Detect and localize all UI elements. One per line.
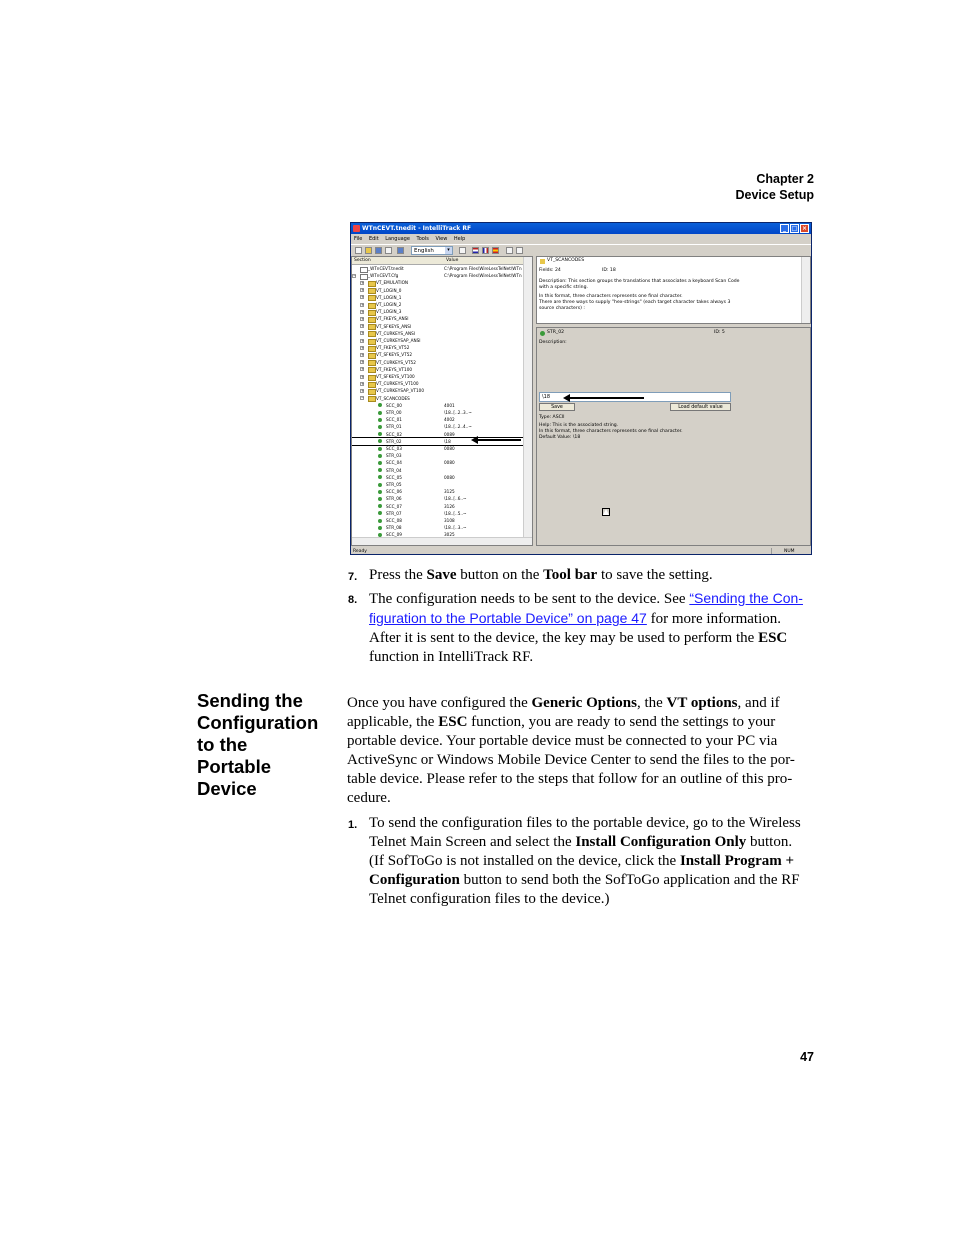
tree-row-value: C:\Program Files\WireLessTelNet\WTn: [444, 266, 522, 271]
tree-row[interactable]: [352, 308, 524, 315]
key-icon: [378, 468, 382, 472]
tree-row[interactable]: [352, 452, 524, 459]
key-icon: [378, 475, 382, 479]
tree-row[interactable]: [352, 503, 524, 510]
field-help: In this format, three characters represents one final character.: [539, 429, 683, 434]
save-button[interactable]: Save: [539, 403, 575, 411]
tree-row[interactable]: [352, 380, 524, 387]
tree-row-name: VT_CURKEYSAP_ANSI: [376, 338, 421, 343]
tree-row-name: VT_LOGIN_0: [376, 287, 402, 293]
heading-line: Device: [197, 778, 257, 799]
maximize-button[interactable]: □: [791, 225, 798, 232]
tree-row[interactable]: [352, 272, 524, 279]
field-editor-panel: [536, 327, 811, 546]
expand-toggle-icon[interactable]: +: [361, 345, 364, 350]
heading-line: Sending the: [197, 690, 303, 711]
load-default-button[interactable]: Load default value: [670, 403, 731, 411]
spanish-flag-icon[interactable]: [492, 247, 499, 254]
tree-row-name: _WTnCEVT.tnedit: [368, 266, 404, 271]
expand-toggle-icon[interactable]: +: [361, 352, 364, 357]
section-label: Device Setup: [735, 188, 814, 202]
tree-row[interactable]: [352, 510, 524, 517]
tree-row-name: STR_03: [386, 453, 402, 459]
tree-row[interactable]: [352, 315, 524, 322]
expand-toggle-icon[interactable]: +: [361, 388, 364, 393]
field-default: Default Value: \18: [539, 435, 581, 440]
text: table device. Please refer to the steps that follow for an outline of this pro-: [347, 771, 793, 787]
intro-paragraph: [347, 694, 817, 808]
expand-toggle-icon[interactable]: +: [361, 367, 364, 372]
tree-row-name: VT_SCANCODES: [376, 395, 410, 401]
print-icon[interactable]: [385, 247, 392, 254]
language-select[interactable]: [411, 246, 453, 255]
tree-row-name: VT_EMULATION: [376, 280, 409, 286]
text: Telnet configuration files to the device.): [369, 891, 610, 907]
key-icon: [378, 511, 382, 515]
tree-row[interactable]: [352, 359, 524, 366]
info-scrollbar[interactable]: [801, 257, 810, 323]
page-number: 47: [800, 1050, 814, 1064]
annotation-arrow: [569, 397, 644, 399]
tree-row-name: VT_CURKEYS_VT52: [376, 359, 416, 365]
key-icon: [378, 425, 382, 429]
tree-row-name: VT_FKEYS_VT100: [376, 366, 413, 372]
step-7-text: [369, 566, 819, 585]
tree-row-value: 0080: [444, 446, 455, 451]
tree-hscrollbar[interactable]: [352, 537, 532, 545]
expand-toggle-icon[interactable]: +: [361, 324, 364, 329]
title-bar: [351, 223, 811, 234]
window-title: WTnCEVT.tnedit - IntelliTrack RF: [362, 225, 472, 232]
menu-edit[interactable]: Edit: [368, 236, 379, 242]
tree-row-value: \18..[..6..~: [444, 496, 467, 502]
tree-row-name: VT_CURKEYS_ANSI: [376, 330, 416, 336]
us-flag-icon[interactable]: [472, 247, 479, 254]
tree-row-value: 0089: [444, 431, 455, 437]
minimize-button[interactable]: _: [780, 224, 789, 233]
tree-row-name: SCC_04: [386, 460, 402, 466]
expand-toggle-icon[interactable]: +: [361, 338, 364, 343]
tree-row[interactable]: [352, 416, 524, 423]
save-icon[interactable]: [375, 247, 382, 254]
tree-row-name: VT_FKEYS_VT52: [376, 345, 410, 351]
tree-row[interactable]: [352, 467, 524, 474]
column-section[interactable]: Section: [352, 257, 446, 265]
tree-row[interactable]: [352, 495, 524, 502]
status-bar: [351, 548, 811, 555]
column-value[interactable]: Value: [444, 257, 533, 265]
expand-toggle-icon[interactable]: +: [361, 381, 364, 386]
expand-toggle-icon[interactable]: +: [361, 374, 364, 379]
tree-row-name: _WTnCEVT.Cfg: [368, 273, 399, 279]
key-icon: [378, 519, 382, 523]
key-icon: [378, 439, 382, 443]
text: for more information.: [646, 611, 781, 627]
tree-row-value: \18..[..5..~: [444, 510, 467, 516]
tree-row-name: STR_01: [386, 424, 402, 430]
text: , and if: [737, 695, 780, 711]
step-number: 1.: [348, 819, 358, 831]
tree-row-name: SCC_08: [386, 518, 402, 523]
text: button.: [746, 834, 793, 850]
tree-row-value: 4002: [444, 417, 455, 423]
status-text: Ready: [353, 549, 367, 554]
text: Once you have configured the: [347, 695, 532, 711]
key-icon: [378, 483, 382, 487]
num-indicator: NUM: [771, 548, 811, 555]
key-icon: [378, 418, 382, 422]
chevron-down-icon: ▾: [445, 247, 452, 254]
tree-row-name: VT_SFKEYS_ANSI: [376, 323, 412, 329]
language-value: English: [414, 248, 434, 254]
text: ActiveSync or Windows Mobile Device Center to send the files to the por-: [347, 752, 795, 768]
bold: Configuration: [369, 872, 460, 888]
text: To send the configuration files to the portable device, go to the Wireless: [369, 815, 801, 831]
tree-row-name: STR_00: [386, 410, 402, 415]
text: button to send both the SofToGo application and the RF: [459, 872, 800, 888]
section-name: VT_SCANCODES: [547, 258, 585, 263]
text: cedure.: [347, 790, 391, 806]
fields-count: Fields: 24: [539, 268, 561, 273]
tree-row[interactable]: [352, 445, 524, 452]
tree-row-name: STR_04: [386, 467, 402, 473]
tree-row[interactable]: [352, 366, 524, 373]
menu-file[interactable]: File: [354, 236, 363, 242]
tree-row[interactable]: [352, 287, 524, 294]
screenshot-window: [350, 222, 812, 555]
key-icon: [378, 411, 382, 415]
tree-row[interactable]: [352, 301, 524, 308]
tree-row-value: \18: [444, 438, 451, 444]
tree-row[interactable]: [352, 265, 524, 272]
bold-save: Save: [426, 567, 457, 583]
key-icon: [378, 497, 382, 501]
field-description: Description:: [539, 340, 567, 345]
tree-row-value: \18..[..2..4..~: [444, 424, 472, 430]
desc-line: There are three ways to supply "hex-strings" (each target character takes always 3: [539, 300, 731, 305]
tree-row-name: VT_LOGIN_2: [376, 302, 402, 307]
tree-row-name: SCC_03: [386, 446, 402, 451]
tree-row-name: STR_05: [386, 482, 402, 487]
menu-view[interactable]: View: [435, 236, 448, 242]
tree-row-value: 3025: [444, 532, 455, 538]
tree-row-value: 3125: [444, 489, 455, 495]
export-icon[interactable]: [397, 247, 404, 254]
new-icon[interactable]: [355, 247, 362, 254]
tree-row-name: VT_SFKEYS_VT52: [376, 352, 413, 358]
key-icon: [378, 490, 382, 494]
tree-row-name: SCC_06: [386, 489, 402, 495]
section-info-panel: [536, 256, 811, 324]
field-id: ID: 5: [714, 330, 725, 335]
tree-row-value: 0080: [444, 460, 455, 466]
key-icon: [378, 454, 382, 458]
tree-row-value: 0080: [444, 474, 455, 480]
expand-toggle-icon[interactable]: +: [361, 360, 364, 365]
section-id: ID: 18: [602, 268, 616, 273]
cross-reference-link[interactable]: figuration to the Portable Device” on page 47: [369, 610, 647, 626]
tree-row[interactable]: [352, 279, 524, 286]
menu-tools[interactable]: Tools: [416, 236, 429, 242]
section-heading: [197, 690, 337, 800]
key-icon: [378, 447, 382, 451]
tree-row-name: STR_08: [386, 525, 402, 531]
tree-row-name: SCC_01: [386, 417, 402, 423]
bold-toolbar: Tool bar: [543, 567, 598, 583]
text: , the: [636, 695, 667, 711]
key-icon: [378, 432, 382, 436]
step-number: 8.: [348, 594, 358, 606]
bold: VT options: [666, 695, 738, 711]
tree-row[interactable]: [352, 481, 524, 488]
desc-line: with a specific string.: [539, 284, 588, 290]
tree-row-name: SCC_05: [386, 474, 402, 480]
tree-row-value: \18..[..2..3..~: [444, 410, 472, 415]
tree-row-name: VT_CURKEYSAP_VT100: [376, 388, 424, 394]
tree-row[interactable]: [352, 423, 524, 430]
step-1-text: [369, 814, 819, 909]
french-flag-icon[interactable]: [482, 247, 489, 254]
value-input[interactable]: \18: [539, 392, 731, 402]
context-help-icon[interactable]: [516, 247, 523, 254]
expand-toggle-icon[interactable]: +: [361, 309, 364, 314]
key-icon: [378, 403, 382, 407]
bold: Generic Options: [531, 695, 637, 711]
text: The configuration needs to be sent to the device. See: [369, 591, 690, 607]
field-type: Type: ASCII: [539, 415, 565, 420]
section-tree[interactable]: [351, 256, 533, 546]
desc-line: Description: This section groups the translations that associates a keyboard Scan Code: [539, 279, 740, 284]
key-icon: [378, 461, 382, 465]
tree-row[interactable]: [352, 395, 524, 402]
tree-row[interactable]: [352, 524, 524, 531]
tree-row-name: STR_02: [386, 438, 402, 444]
tree-row-name: VT_FKEYS_ANSI: [376, 316, 409, 322]
expand-toggle-icon[interactable]: +: [361, 331, 364, 336]
tree-row[interactable]: [352, 459, 524, 466]
tree-row-name: SCC_07: [386, 503, 402, 509]
tree-row[interactable]: [352, 294, 524, 301]
sort-icon[interactable]: [459, 247, 466, 254]
tree-row[interactable]: [352, 344, 524, 351]
tree-row-value: 3126: [444, 503, 455, 509]
tree-row[interactable]: [352, 488, 524, 495]
expand-toggle-icon[interactable]: +: [361, 295, 364, 300]
expand-toggle-icon[interactable]: +: [361, 302, 364, 307]
step-number: 7.: [348, 571, 358, 583]
bold-esc: ESC: [758, 630, 788, 646]
tree-row-value: \18..[..3..~: [444, 525, 467, 531]
text: function, you are ready to send the settings to your: [467, 714, 776, 730]
tree-row[interactable]: [352, 402, 524, 409]
desc-line: In this format, three characters represents one final character.: [539, 294, 683, 299]
text: applicable, the: [347, 714, 439, 730]
expand-toggle-icon[interactable]: −: [361, 396, 364, 401]
expand-toggle-icon[interactable]: +: [361, 280, 364, 285]
key-icon: [378, 526, 382, 530]
tree-row[interactable]: [352, 337, 524, 344]
app-icon: [353, 225, 360, 232]
bold: ESC: [438, 714, 468, 730]
annotation-arrow: [477, 439, 521, 441]
close-button[interactable]: ×: [801, 225, 808, 232]
expand-toggle-icon[interactable]: +: [361, 316, 364, 321]
tree-row[interactable]: [352, 409, 524, 416]
tree-row-name: STR_06: [386, 496, 402, 502]
text: (If SofToGo is not installed on the device, click the: [369, 853, 680, 869]
field-help: Help: This is the associated string.: [539, 423, 619, 428]
field-name: STR_02: [547, 330, 565, 335]
tree-row[interactable]: [352, 330, 524, 337]
bold: Install Program +: [679, 853, 795, 869]
text: Telnet Main Screen and select the: [369, 834, 576, 850]
key-icon: [378, 504, 382, 508]
tree-row-value: 4001: [444, 402, 455, 408]
menu-language[interactable]: Language: [385, 236, 410, 242]
expand-toggle-icon[interactable]: −: [353, 273, 356, 278]
cross-reference-link[interactable]: “Sending the Con-: [689, 590, 803, 606]
menu-bar: [351, 235, 811, 244]
tree-row[interactable]: [352, 517, 524, 524]
tree-row[interactable]: [352, 373, 524, 380]
tree-row-name: VT_SFKEYS_VT100: [376, 374, 415, 379]
folder-icon: [540, 259, 545, 264]
mouse-cursor-icon: [603, 509, 609, 515]
text: to save the setting.: [597, 567, 713, 583]
tree-row-name: SCC_02: [386, 431, 402, 437]
tree-scrollbar[interactable]: [523, 257, 532, 545]
tree-row-name: VT_LOGIN_3: [376, 309, 402, 315]
tree-row[interactable]: [352, 431, 524, 438]
text: After it is sent to the device, the key may be used to perform the: [369, 630, 759, 646]
tree-row[interactable]: [352, 387, 524, 394]
heading-line: Configuration: [197, 712, 319, 733]
tree-row-value: C:\Program Files\WireLessTelNet\WTn: [444, 273, 522, 279]
help-icon[interactable]: [506, 247, 513, 254]
heading-line: to the: [197, 734, 248, 755]
key-icon: [540, 331, 545, 336]
text: function in IntelliTrack RF.: [369, 649, 534, 665]
text: button on the: [456, 567, 544, 583]
chapter-label: Chapter 2: [756, 172, 814, 186]
expand-toggle-icon[interactable]: +: [361, 288, 364, 293]
heading-line: Portable: [197, 756, 272, 777]
text: Press the: [369, 567, 427, 583]
tree-row-value: 3108: [444, 518, 455, 523]
tree-row-name: STR_07: [386, 510, 402, 516]
tree-row-name: SCC_00: [386, 402, 402, 408]
tree-row-name: SCC_09: [386, 532, 402, 538]
bold: Install Configuration Only: [575, 834, 747, 850]
open-icon[interactable]: [365, 247, 372, 254]
tree-row[interactable]: [352, 351, 524, 358]
tree-row[interactable]: [352, 474, 524, 481]
desc-line: source characters) :: [539, 306, 585, 311]
tree-row-name: VT_LOGIN_1: [376, 294, 402, 300]
tree-row-name: VT_CURKEYS_VT100: [376, 381, 419, 387]
text: portable device. Your portable device must be connected to your PC via: [347, 733, 778, 749]
tree-row[interactable]: [352, 323, 524, 330]
step-8-text: [369, 589, 819, 667]
menu-help[interactable]: Help: [453, 236, 466, 242]
